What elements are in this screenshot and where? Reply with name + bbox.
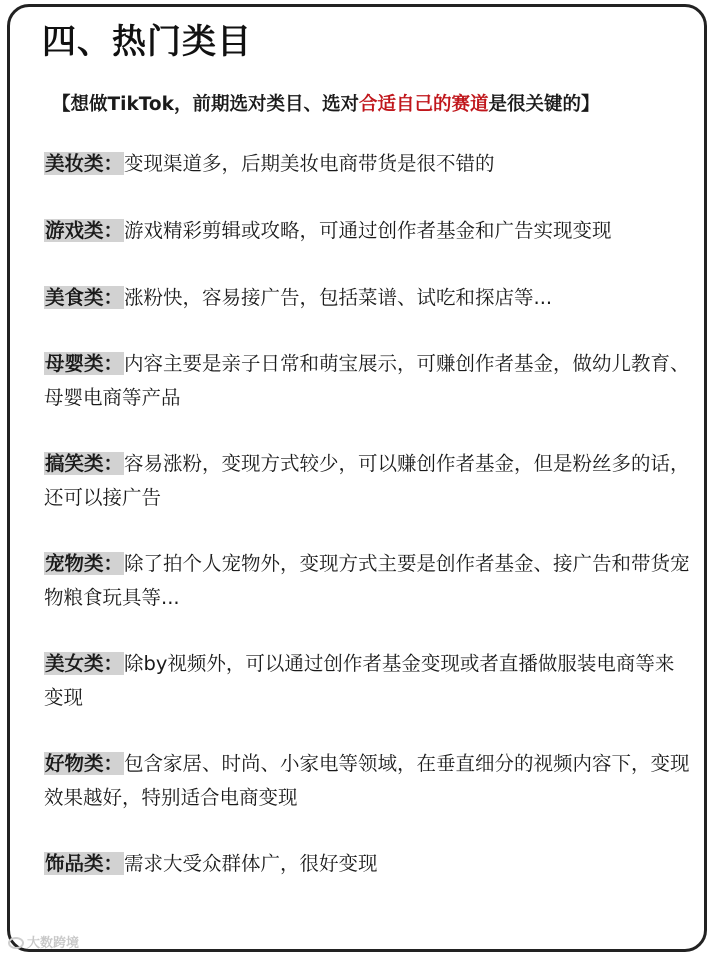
intro-text — [52, 90, 692, 116]
category-label: 搞笑类： — [45, 452, 124, 475]
watermark-text: 大数跨境 — [27, 936, 80, 951]
category-desc: 需求大受众群体广，很好变现 — [124, 852, 378, 875]
category-item — [44, 847, 692, 881]
category-desc: 游戏精彩剪辑或攻略，可通过创作者基金和广告实现变现 — [124, 219, 612, 242]
category-label: 好物类： — [45, 752, 124, 775]
category-desc: 涨粉快，容易接广告，包括菜谱、试吃和探店等... — [124, 286, 553, 309]
category-label: 母婴类： — [45, 352, 124, 375]
category-label: 饰品类： — [45, 852, 124, 875]
category-item — [44, 547, 692, 615]
category-desc: 内容主要是亲子日常和萌宝展示，可赚创作者基金，做幼儿教育、母婴电商等产品 — [44, 352, 690, 409]
category-item — [44, 747, 692, 815]
category-label: 美女类： — [45, 652, 124, 675]
intro-prefix: 【想做TikTok，前期选对类目、选对 — [52, 94, 359, 115]
weibo-logo-icon — [8, 937, 24, 949]
intro-highlight: 合适自己的赛道 — [358, 94, 489, 115]
intro-suffix: 是很关键的】 — [488, 94, 600, 115]
category-item — [44, 447, 692, 515]
category-label: 美食类： — [45, 286, 124, 309]
page-title: 四、热门类目 — [42, 22, 252, 62]
category-item — [44, 147, 692, 181]
category-desc: 包含家居、时尚、小家电等领域，在垂直细分的视频内容下，变现效果越好，特别适合电商变现 — [44, 752, 690, 809]
category-desc: 变现渠道多，后期美妆电商带货是很不错的 — [124, 152, 495, 175]
category-desc: 除by视频外，可以通过创作者基金变现或者直播做服装电商等来变现 — [44, 652, 675, 709]
category-item — [44, 647, 692, 715]
category-label: 宠物类： — [45, 552, 124, 575]
category-label: 美妆类： — [45, 152, 124, 175]
watermark — [8, 932, 79, 951]
category-desc: 除了拍个人宠物外，变现方式主要是创作者基金、接广告和带货宠物粮食玩具等... — [44, 552, 690, 609]
category-item — [44, 281, 692, 315]
category-item — [44, 347, 692, 415]
category-item — [44, 214, 692, 248]
category-desc: 容易涨粉，变现方式较少，可以赚创作者基金，但是粉丝多的话，还可以接广告 — [44, 452, 690, 509]
category-label: 游戏类： — [45, 219, 124, 242]
